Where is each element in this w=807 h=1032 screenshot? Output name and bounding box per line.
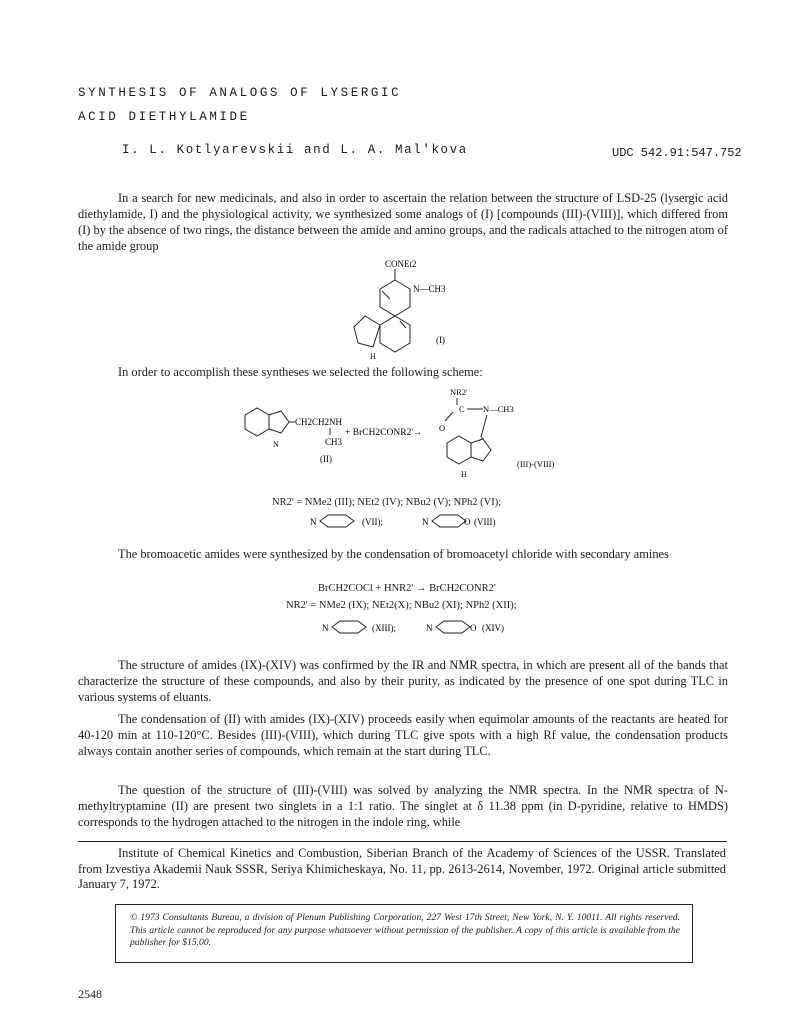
affiliation-text: Institute of Chemical Kinetics and Combustion, Siberian Branch of the Academy of Sciences of the USSR. Translated from Izvestiya Akademii Nauk SSSR, Seriya Khimicheskaya, No. 11, pp. 2613-2614, November, 1972. Original article submitted January 7, 1972. xyxy=(78,846,726,891)
footnote-divider xyxy=(78,841,727,842)
eq2-ring2-label: (XIV) xyxy=(482,623,504,633)
paragraph-structure-question xyxy=(78,782,728,830)
eq2-ring2-o: O xyxy=(470,623,477,633)
eq2-ring2-n: N xyxy=(426,623,433,633)
scheme-nr2: NR2' xyxy=(450,387,468,397)
udc-code: UDC 542.91:547.752 xyxy=(612,146,742,160)
scheme-h: H xyxy=(461,470,467,479)
scheme-ring2-o: O xyxy=(464,517,471,527)
page-number: 2548 xyxy=(78,987,102,1001)
article-title-line2: ACID DIETHYLAMIDE xyxy=(78,110,250,124)
scheme-product-label: (III)-(VIII) xyxy=(517,459,555,469)
scheme-nr-definition: NR2' = NMe2 (III); NEt2 (IV); NBu2 (V); NPh2 (VI); xyxy=(272,497,502,508)
structure-I-conet: CONEt2 xyxy=(385,259,417,269)
paragraph-condensation-text: The condensation of (II) with amides (IX)-(XIV) proceeds easily when equimolar amounts of the reactants are heated for 40-120 min at 110-120°C. Besides (III)-(VIII), which during TLC give spots with a high Rf value, the condensation products always contain another series of compounds, which remain at the start during TLC. xyxy=(78,712,728,758)
paragraph-scheme-intro-text: In order to accomplish these syntheses we selected the following scheme: xyxy=(118,365,483,379)
eq2-ring1-label: (XIII); xyxy=(372,623,396,633)
paragraph-structure-question-text: The question of the structure of (III)-(VIII) was solved by analyzing the NMR spectra. In the NMR spectra of N-methyltryptamine (II) are present two singlets in a 1:1 ratio. The singlet at δ 11.38 ppm (in D-pyridine, relative to HMDS) corresponds to the hydrogen attached to the nitrogen in the indole ring, while xyxy=(78,783,728,829)
copyright-text: © 1973 Consultants Bureau, a division of Plenum Publishing Corporation, 227 West 17th Street, New York, N. Y. 10011. All rights reserved. This article cannot be reproduced for any purpose whatsoever without permission of the publisher. A copy of this article is available from the publisher for $15.00. xyxy=(130,912,680,949)
scheme-ch3: CH3 xyxy=(325,437,343,447)
paragraph-scheme-intro xyxy=(78,364,728,380)
bromoacetic-reaction: BrCH2COCl + HNR2' → BrCH2CONR2' xyxy=(318,583,496,594)
structure-I-lsd xyxy=(340,255,470,360)
scheme-reagent: + BrCH2CONR2'→ xyxy=(345,428,423,438)
paragraph-bromoacetic xyxy=(78,546,728,562)
paragraph-condensation xyxy=(78,711,728,759)
paragraph-intro xyxy=(78,190,728,254)
scheme-label-II: (II) xyxy=(320,454,332,464)
scheme-chain: CH2CH2NH xyxy=(295,417,343,427)
affiliation-note xyxy=(78,846,726,893)
article-title-line1: SYNTHESIS OF ANALOGS OF LYSERGIC xyxy=(78,86,402,100)
copyright-box xyxy=(115,904,693,963)
bromoacetic-nr-definition: NR2' = NMe2 (IX); NEt2(X); NBu2 (XI); NPh2 (XII); xyxy=(286,600,517,611)
structure-I-label: (I) xyxy=(436,335,445,345)
eq2-ring1-n: N xyxy=(322,623,329,633)
paragraph-ir-nmr-text: The structure of amides (IX)-(XIV) was confirmed by the IR and NMR spectra, in which are present all of the bands that characterize the structure of these compounds, and also by their purity, as indicated by the presence of one spot during TLC in various systems of eluants. xyxy=(78,658,728,704)
paragraph-bromoacetic-text: The bromoacetic amides were synthesized by the condensation of bromoacetyl chloride with secondary amines xyxy=(118,547,669,561)
scheme-ring2-n: N xyxy=(422,517,429,527)
authors: I. L. Kotlyarevskii and L. A. Mal'kova xyxy=(122,143,468,157)
paragraph-intro-text: In a search for new medicinals, and also in order to ascertain the relation between the structure of LSD-25 (lysergic acid diethylamide, I) and the physiological activity, we synthesized some analogs of (I) [compounds (III)-(VIII)], which differed from (I) by the absence of two rings, the distance between the amide and amino groups, and the radicals attached to the nitrogen atom of the amide group xyxy=(78,191,728,253)
scheme-nch3: N—CH3 xyxy=(483,404,514,414)
scheme-ring1-label: (VII); xyxy=(362,517,383,527)
scheme-cyclic-amines xyxy=(300,510,540,532)
scheme-ring1-n: N xyxy=(310,517,317,527)
bromoacetic-cyclic-amines xyxy=(312,616,552,638)
scheme-ring2-label: (VIII) xyxy=(474,517,496,527)
reaction-scheme xyxy=(225,385,565,495)
structure-I-h: H xyxy=(370,352,376,360)
paragraph-ir-nmr xyxy=(78,657,728,705)
structure-I-nch3: N—CH3 xyxy=(413,284,446,294)
scheme-o: O xyxy=(439,423,446,433)
scheme-c: C xyxy=(459,404,465,414)
scheme-indole-n: N xyxy=(273,440,279,449)
